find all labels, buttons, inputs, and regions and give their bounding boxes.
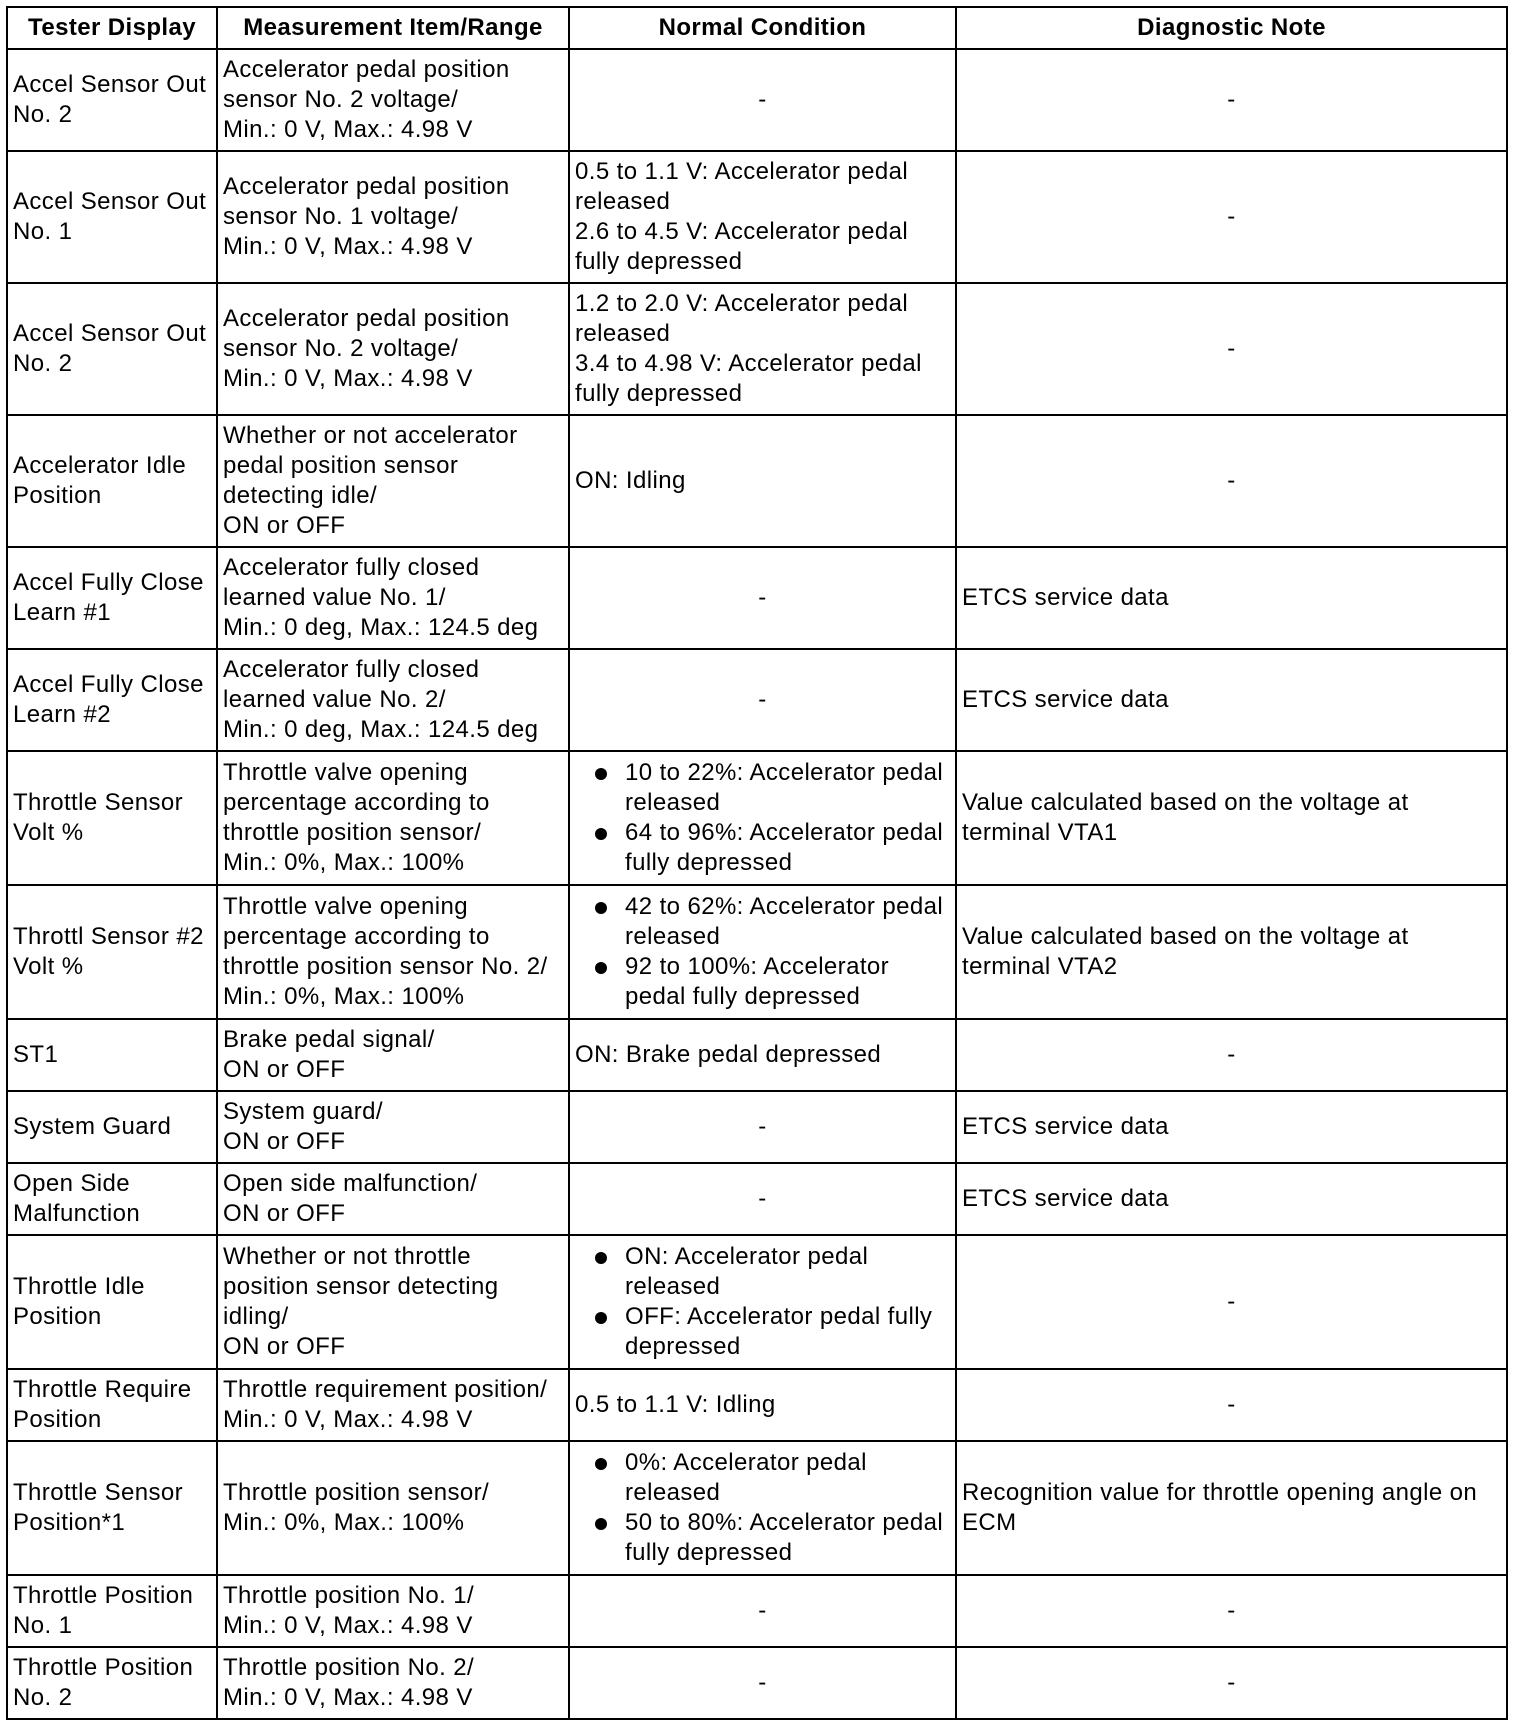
normal-condition-cell: 1.2 to 2.0 V: Accelerator pedal released 3.4 to 4.98 V: Accelerator pedal fully depressed <box>569 283 956 415</box>
bullet-list <box>575 892 950 1012</box>
tester-display-cell: Throttle Position No. 1 <box>7 1575 217 1647</box>
bullet-item: OFF: Accelerator pedal fully depressed <box>575 1302 950 1362</box>
bullet-item: 0%: Accelerator pedal released <box>575 1448 950 1508</box>
normal-condition-cell: 0.5 to 1.1 V: Accelerator pedal released 2.6 to 4.5 V: Accelerator pedal fully depressed <box>569 151 956 283</box>
normal-condition-cell: - <box>569 1163 956 1235</box>
tester-display-cell: ST1 <box>7 1019 217 1091</box>
tester-display-cell: Accelerator Idle Position <box>7 415 217 547</box>
table-row <box>7 415 1507 547</box>
diagnostic-note-cell: - <box>956 1235 1507 1369</box>
measurement-cell: Accelerator fully closed learned value No. 1/ Min.: 0 deg, Max.: 124.5 deg <box>217 547 569 649</box>
table-row <box>7 283 1507 415</box>
bullet-dot-icon <box>595 1458 607 1470</box>
data-list-sheet <box>6 6 1506 1720</box>
bullet-dot-icon <box>595 1252 607 1264</box>
bullet-list <box>575 1242 950 1362</box>
table-row <box>7 885 1507 1019</box>
bullet-dot-icon <box>595 902 607 914</box>
normal-condition-cell <box>569 1441 956 1575</box>
normal-condition-cell: - <box>569 649 956 751</box>
header-measurement-item: Measurement Item/Range <box>217 7 569 49</box>
normal-condition-cell: - <box>569 1091 956 1163</box>
bullet-dot-icon <box>595 768 607 780</box>
bullet-dot-icon <box>595 962 607 974</box>
data-list-table <box>6 6 1508 1720</box>
normal-condition-cell: - <box>569 547 956 649</box>
measurement-cell: Open side malfunction/ ON or OFF <box>217 1163 569 1235</box>
tester-display-cell: Open Side Malfunction <box>7 1163 217 1235</box>
table-row <box>7 1091 1507 1163</box>
measurement-cell: Accelerator pedal position sensor No. 2 voltage/ Min.: 0 V, Max.: 4.98 V <box>217 49 569 151</box>
tester-display-cell: Throttle Position No. 2 <box>7 1647 217 1719</box>
tester-display-cell: Accel Fully Close Learn #1 <box>7 547 217 649</box>
measurement-cell: Throttle valve opening percentage according to throttle position sensor No. 2/ Min.: 0%, Max.: 100% <box>217 885 569 1019</box>
diagnostic-note-cell: - <box>956 1575 1507 1647</box>
normal-condition-cell: 0.5 to 1.1 V: Idling <box>569 1369 956 1441</box>
normal-condition-cell: ON: Idling <box>569 415 956 547</box>
normal-condition-cell: - <box>569 1647 956 1719</box>
diagnostic-note-cell: - <box>956 49 1507 151</box>
diagnostic-note-cell: ETCS service data <box>956 1091 1507 1163</box>
diagnostic-note-cell: Value calculated based on the voltage at terminal VTA2 <box>956 885 1507 1019</box>
table-row <box>7 547 1507 649</box>
measurement-cell: Throttle position sensor/ Min.: 0%, Max.: 100% <box>217 1441 569 1575</box>
diagnostic-note-cell: - <box>956 151 1507 283</box>
diagnostic-note-cell: Value calculated based on the voltage at terminal VTA1 <box>956 751 1507 885</box>
table-row <box>7 49 1507 151</box>
bullet-item: ON: Accelerator pedal released <box>575 1242 950 1302</box>
table-row <box>7 1575 1507 1647</box>
bullet-item: 42 to 62%: Accelerator pedal released <box>575 892 950 952</box>
diagnostic-note-cell: - <box>956 1019 1507 1091</box>
tester-display-cell: Throttle Idle Position <box>7 1235 217 1369</box>
tester-display-cell: Accel Sensor Out No. 2 <box>7 49 217 151</box>
header-tester-display: Tester Display <box>7 7 217 49</box>
bullet-dot-icon <box>595 828 607 840</box>
measurement-cell: Throttle requirement position/ Min.: 0 V, Max.: 4.98 V <box>217 1369 569 1441</box>
diagnostic-note-cell: - <box>956 415 1507 547</box>
diagnostic-note-cell: ETCS service data <box>956 649 1507 751</box>
diagnostic-note-cell: - <box>956 1369 1507 1441</box>
normal-condition-cell: - <box>569 49 956 151</box>
bullet-list <box>575 758 950 878</box>
tester-display-cell: System Guard <box>7 1091 217 1163</box>
header-normal-condition: Normal Condition <box>569 7 956 49</box>
table-row <box>7 1647 1507 1719</box>
table-row <box>7 751 1507 885</box>
measurement-cell: Brake pedal signal/ ON or OFF <box>217 1019 569 1091</box>
measurement-cell: System guard/ ON or OFF <box>217 1091 569 1163</box>
header-diagnostic-note: Diagnostic Note <box>956 7 1507 49</box>
normal-condition-cell: - <box>569 1575 956 1647</box>
measurement-cell: Throttle position No. 2/ Min.: 0 V, Max.: 4.98 V <box>217 1647 569 1719</box>
bullet-dot-icon <box>595 1518 607 1530</box>
table-row <box>7 1235 1507 1369</box>
measurement-cell: Accelerator fully closed learned value No. 2/ Min.: 0 deg, Max.: 124.5 deg <box>217 649 569 751</box>
measurement-cell: Throttle valve opening percentage according to throttle position sensor/ Min.: 0%, Max.: 100% <box>217 751 569 885</box>
tester-display-cell: Accel Fully Close Learn #2 <box>7 649 217 751</box>
normal-condition-cell: ON: Brake pedal depressed <box>569 1019 956 1091</box>
header-row <box>7 7 1507 49</box>
table-row <box>7 649 1507 751</box>
tester-display-cell: Throttl Sensor #2 Volt % <box>7 885 217 1019</box>
measurement-cell: Whether or not throttle position sensor detecting idling/ ON or OFF <box>217 1235 569 1369</box>
diagnostic-note-cell: ETCS service data <box>956 1163 1507 1235</box>
table-row <box>7 1019 1507 1091</box>
bullet-item: 10 to 22%: Accelerator pedal released <box>575 758 950 818</box>
table-row <box>7 1369 1507 1441</box>
tester-display-cell: Accel Sensor Out No. 1 <box>7 151 217 283</box>
measurement-cell: Accelerator pedal position sensor No. 1 voltage/ Min.: 0 V, Max.: 4.98 V <box>217 151 569 283</box>
bullet-list <box>575 1448 950 1568</box>
bullet-item: 64 to 96%: Accelerator pedal fully depressed <box>575 818 950 878</box>
tester-display-cell: Throttle Sensor Volt % <box>7 751 217 885</box>
normal-condition-cell <box>569 1235 956 1369</box>
table-row <box>7 151 1507 283</box>
measurement-cell: Whether or not accelerator pedal position sensor detecting idle/ ON or OFF <box>217 415 569 547</box>
tester-display-cell: Throttle Require Position <box>7 1369 217 1441</box>
diagnostic-note-cell: Recognition value for throttle opening angle on ECM <box>956 1441 1507 1575</box>
measurement-cell: Accelerator pedal position sensor No. 2 voltage/ Min.: 0 V, Max.: 4.98 V <box>217 283 569 415</box>
table-row <box>7 1441 1507 1575</box>
tester-display-cell: Accel Sensor Out No. 2 <box>7 283 217 415</box>
measurement-cell: Throttle position No. 1/ Min.: 0 V, Max.: 4.98 V <box>217 1575 569 1647</box>
normal-condition-cell <box>569 885 956 1019</box>
normal-condition-cell <box>569 751 956 885</box>
bullet-item: 92 to 100%: Accelerator pedal fully depressed <box>575 952 950 1012</box>
bullet-item: 50 to 80%: Accelerator pedal fully depressed <box>575 1508 950 1568</box>
table-row <box>7 1163 1507 1235</box>
bullet-dot-icon <box>595 1312 607 1324</box>
diagnostic-note-cell: - <box>956 283 1507 415</box>
diagnostic-note-cell: - <box>956 1647 1507 1719</box>
tester-display-cell: Throttle Sensor Position*1 <box>7 1441 217 1575</box>
diagnostic-note-cell: ETCS service data <box>956 547 1507 649</box>
